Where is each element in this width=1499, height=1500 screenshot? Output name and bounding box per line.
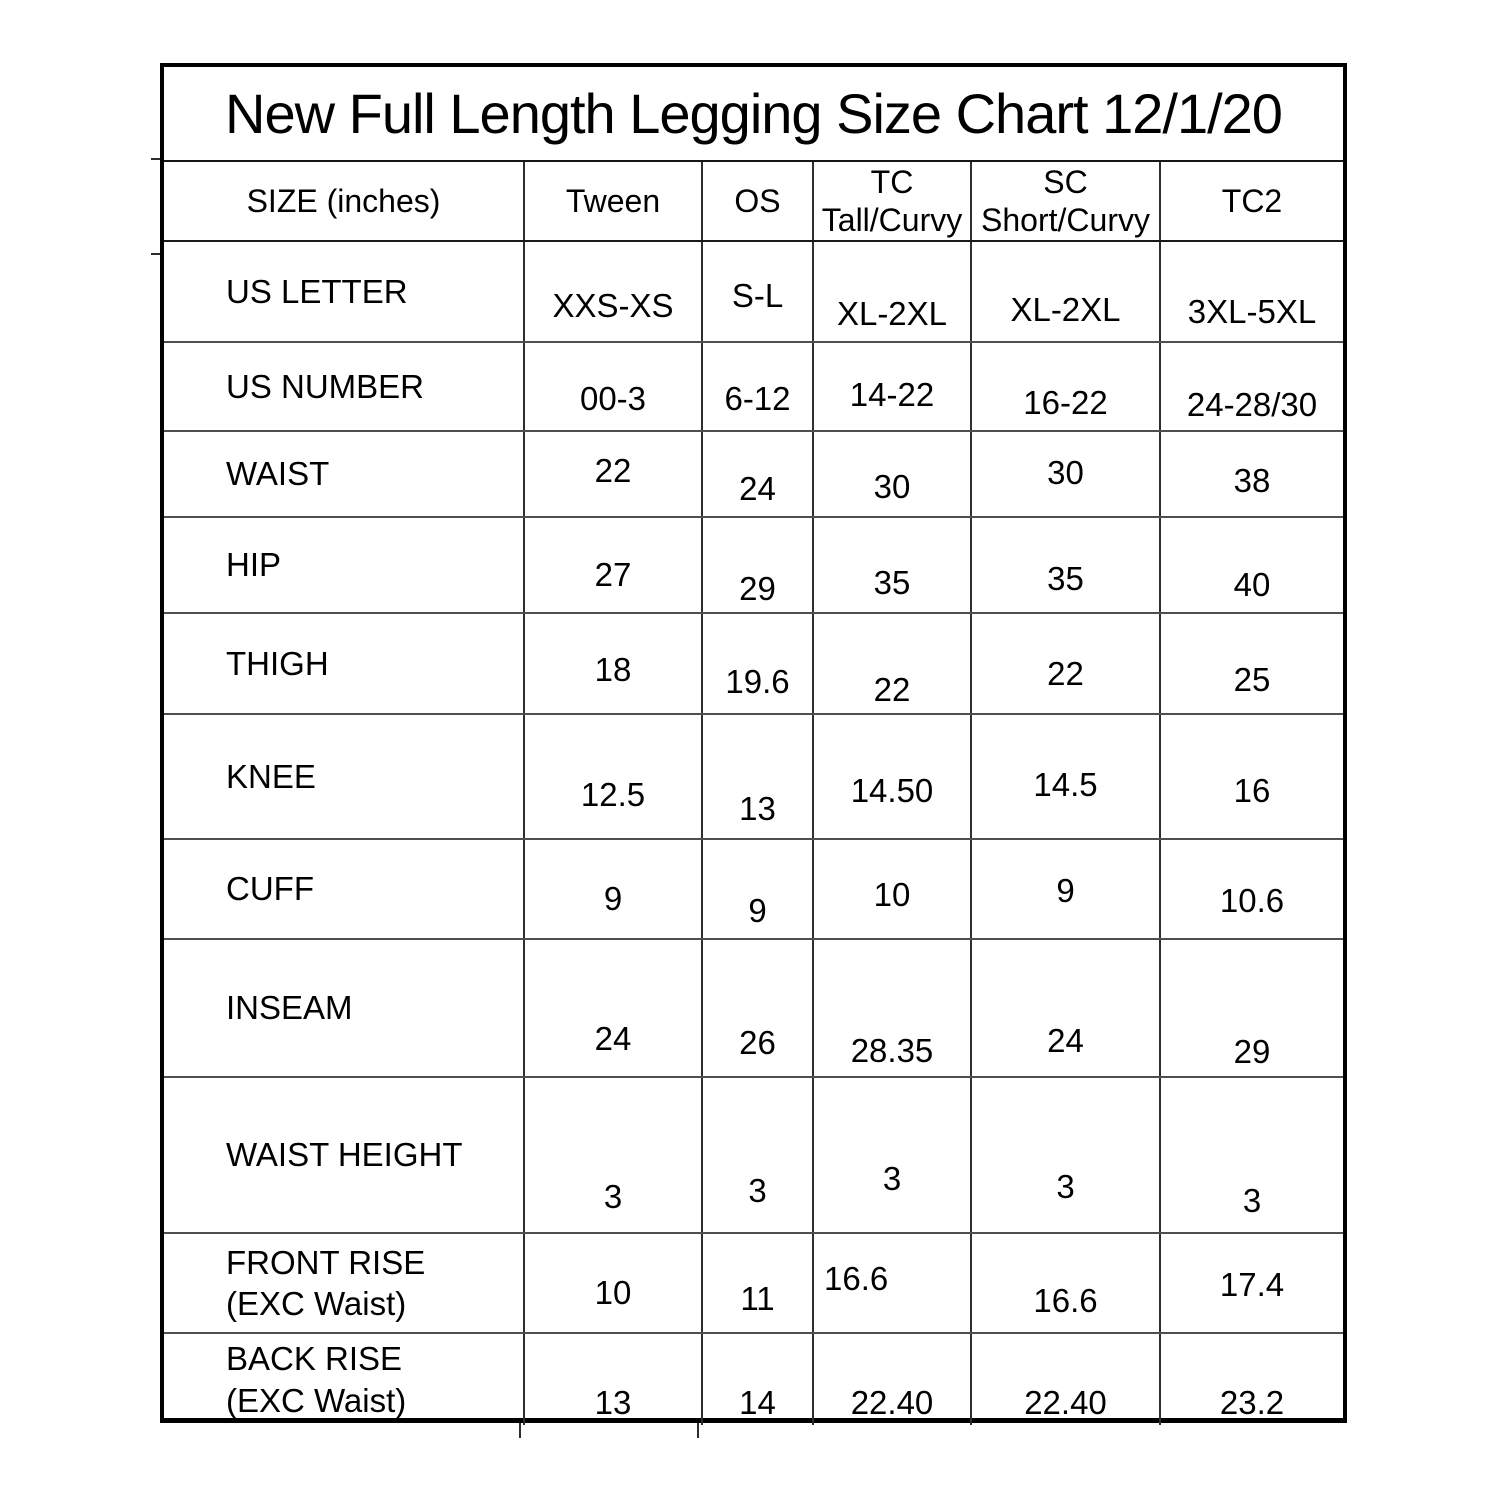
value-cell (812, 1078, 970, 1232)
gridline-stub (697, 1423, 699, 1438)
header-column-line1: TC2 (1221, 182, 1283, 219)
value-cell (812, 343, 970, 430)
value-cell (701, 343, 812, 430)
header-column-line1: SC (1043, 163, 1088, 200)
cell-value: 29 (739, 570, 776, 607)
cell-value: 14-22 (849, 376, 935, 413)
value-cell (812, 1334, 970, 1425)
cell-value: 30 (1047, 454, 1084, 491)
value-cell (1159, 840, 1343, 938)
header-column-cell (1159, 162, 1343, 240)
value-cell (1159, 343, 1343, 430)
row-label-wrap (226, 343, 523, 430)
cell-value: XXS-XS (552, 287, 674, 324)
header-column-line1: OS (734, 182, 781, 219)
cell-value: 11 (740, 1280, 775, 1317)
cell-value: 19.6 (725, 663, 790, 700)
cell-value: 10 (594, 1274, 632, 1311)
title-row (164, 67, 1343, 162)
cell-value: 26 (739, 1024, 776, 1061)
value-cell (812, 614, 970, 713)
header-column-cell (970, 162, 1159, 240)
value-cell (970, 614, 1159, 713)
cell-value: XL-2XL (1010, 291, 1121, 328)
value-cell (523, 343, 701, 430)
value-cell (701, 432, 812, 516)
gridline-overhang (151, 253, 160, 255)
cell-value: 18 (594, 651, 632, 688)
header-column-cell (812, 162, 970, 240)
cell-value: 14.50 (850, 772, 934, 809)
value-cell (523, 1234, 701, 1332)
row-label: KNEE (226, 757, 316, 795)
value-cell (812, 840, 970, 938)
cell-value: 9 (1056, 872, 1075, 909)
header-column-line1: Tween (565, 182, 661, 219)
cell-value: 22.40 (1024, 1384, 1107, 1421)
header-column-line1: TC (870, 163, 914, 200)
value-cell (970, 343, 1159, 430)
cell-value: 22 (594, 452, 632, 489)
cell-value: S-L (731, 277, 784, 314)
row-label: WAIST (226, 455, 330, 493)
gridline-stub (519, 1423, 521, 1438)
row-label: THIGH (226, 644, 329, 682)
value-cell (1159, 715, 1343, 838)
value-cell (701, 242, 812, 341)
cell-value: 40 (1233, 566, 1271, 603)
row-label: FRONT RISE (226, 1243, 426, 1281)
cell-value: 14.5 (1033, 766, 1098, 803)
cell-value: 13 (594, 1384, 632, 1421)
cell-value: 6-12 (724, 380, 791, 417)
row-label-cell (164, 518, 523, 612)
row-label-cell (164, 614, 523, 713)
value-cell (1159, 614, 1343, 713)
cell-value: 3 (882, 1160, 902, 1197)
cell-value: 24 (594, 1020, 632, 1057)
row-label-line2: (EXC Waist) (226, 1381, 407, 1419)
cell-value: 22.40 (850, 1384, 934, 1421)
value-cell (523, 715, 701, 838)
cell-value: 23.2 (1219, 1384, 1285, 1421)
row-label-cell (164, 1078, 523, 1232)
cell-value: 16-22 (1023, 384, 1108, 421)
value-cell (812, 940, 970, 1076)
header-column-cell (523, 162, 701, 240)
cell-value: XL-2XL (836, 295, 948, 332)
row-label-wrap (226, 242, 523, 341)
table-row (164, 614, 1343, 715)
value-cell (970, 715, 1159, 838)
value-cell (812, 518, 970, 612)
cell-value: 27 (594, 556, 632, 593)
size-chart-table (160, 63, 1347, 1423)
cell-value: 17.4 (1219, 1266, 1285, 1303)
cell-value: 35 (873, 564, 911, 601)
value-cell (1159, 1234, 1343, 1332)
value-cell (523, 1334, 701, 1425)
value-cell (970, 1234, 1159, 1332)
value-cell (701, 518, 812, 612)
row-label-cell (164, 242, 523, 341)
header-size-label: SIZE (inches) (246, 182, 441, 219)
value-cell (812, 1234, 970, 1332)
value-cell (523, 518, 701, 612)
value-cell (523, 940, 701, 1076)
value-cell (523, 840, 701, 938)
cell-value: 29 (1233, 1033, 1271, 1070)
value-cell (1159, 940, 1343, 1076)
cell-value: 16 (1233, 772, 1271, 809)
value-cell (701, 940, 812, 1076)
cell-value: 00-3 (579, 380, 647, 417)
header-column-cell (701, 162, 812, 240)
value-cell (970, 1078, 1159, 1232)
value-cell (1159, 1078, 1343, 1232)
cell-value: 24 (1047, 1022, 1084, 1059)
value-cell (970, 242, 1159, 341)
table-row (164, 940, 1343, 1078)
value-cell (970, 432, 1159, 516)
table-row (164, 840, 1343, 940)
value-cell (701, 1334, 812, 1425)
row-label-wrap (226, 614, 523, 713)
row-label-cell (164, 940, 523, 1076)
header-row (164, 162, 1343, 242)
row-label-cell (164, 432, 523, 516)
row-label: US LETTER (226, 272, 408, 310)
row-label-wrap (226, 840, 523, 938)
cell-value: 24-28/30 (1186, 386, 1318, 423)
cell-value: 38 (1233, 462, 1271, 499)
row-label-cell (164, 715, 523, 838)
row-label: INSEAM (226, 989, 353, 1027)
header-column-line2: Tall/Curvy (821, 202, 963, 238)
value-cell (701, 1078, 812, 1232)
row-label-wrap (226, 940, 523, 1076)
row-label-cell (164, 343, 523, 430)
row-label-wrap (226, 518, 523, 612)
cell-value: 3 (1056, 1168, 1075, 1205)
row-label-wrap (226, 432, 523, 516)
table-row (164, 1234, 1343, 1334)
row-label-line2: (EXC Waist) (226, 1285, 407, 1322)
cell-value: 10 (873, 876, 911, 913)
value-cell (1159, 432, 1343, 516)
gridline-overhang (151, 158, 160, 160)
chart-title: New Full Length Legging Size Chart 12/1/20 (225, 82, 1282, 145)
size-table-body (164, 162, 1343, 1425)
cell-value: 3 (603, 1178, 623, 1215)
cell-value: 16.6 (1033, 1282, 1098, 1319)
cell-value: 25 (1233, 661, 1271, 698)
row-label-wrap (226, 1334, 523, 1425)
value-cell (523, 614, 701, 713)
cell-value: 24 (739, 470, 776, 507)
row-label: CUFF (226, 870, 314, 908)
value-cell (523, 242, 701, 341)
header-column-line2: Short/Curvy (981, 202, 1150, 238)
table-row (164, 518, 1343, 614)
cell-value: 35 (1047, 560, 1084, 597)
row-label-wrap (226, 715, 523, 838)
cell-value: 9 (603, 880, 623, 917)
value-cell (812, 432, 970, 516)
value-cell (701, 1234, 812, 1332)
row-label-wrap (226, 1234, 523, 1332)
row-label: HIP (226, 546, 282, 584)
cell-value: 10.6 (1219, 882, 1285, 919)
cell-value: 28.35 (850, 1032, 934, 1069)
cell-value: 3 (748, 1172, 767, 1209)
value-cell (701, 715, 812, 838)
row-label: US NUMBER (226, 367, 425, 405)
value-cell (523, 1078, 701, 1232)
value-cell (523, 432, 701, 516)
header-size-label-cell (164, 162, 523, 240)
value-cell (701, 614, 812, 713)
row-label: BACK RISE (226, 1340, 403, 1378)
row-label: WAIST HEIGHT (226, 1136, 463, 1174)
value-cell (970, 518, 1159, 612)
cell-value: 3XL-5XL (1187, 293, 1317, 330)
cell-value: 22 (1047, 655, 1084, 692)
row-label-cell (164, 1234, 523, 1332)
cell-value: 9 (748, 892, 767, 929)
table-row (164, 1078, 1343, 1234)
value-cell (1159, 242, 1343, 341)
cell-value: 12.5 (580, 776, 646, 813)
table-row (164, 715, 1343, 840)
value-cell (812, 242, 970, 341)
row-label-cell (164, 1334, 523, 1425)
cell-value: 14 (739, 1384, 776, 1421)
cell-value: 22 (873, 671, 911, 708)
cell-value: 30 (873, 468, 911, 505)
value-cell (812, 715, 970, 838)
value-cell (970, 840, 1159, 938)
value-cell (1159, 1334, 1343, 1425)
table-row (164, 343, 1343, 432)
table-row (164, 242, 1343, 343)
cell-value: 13 (739, 790, 776, 827)
table-row (164, 432, 1343, 518)
value-cell (1159, 518, 1343, 612)
table-row (164, 1334, 1343, 1425)
value-cell (970, 1334, 1159, 1425)
value-cell (701, 840, 812, 938)
row-label-wrap (226, 1078, 523, 1232)
cell-value: 16.6 (824, 1260, 889, 1297)
value-cell (970, 940, 1159, 1076)
cell-value: 3 (1242, 1182, 1262, 1219)
row-label-cell (164, 840, 523, 938)
